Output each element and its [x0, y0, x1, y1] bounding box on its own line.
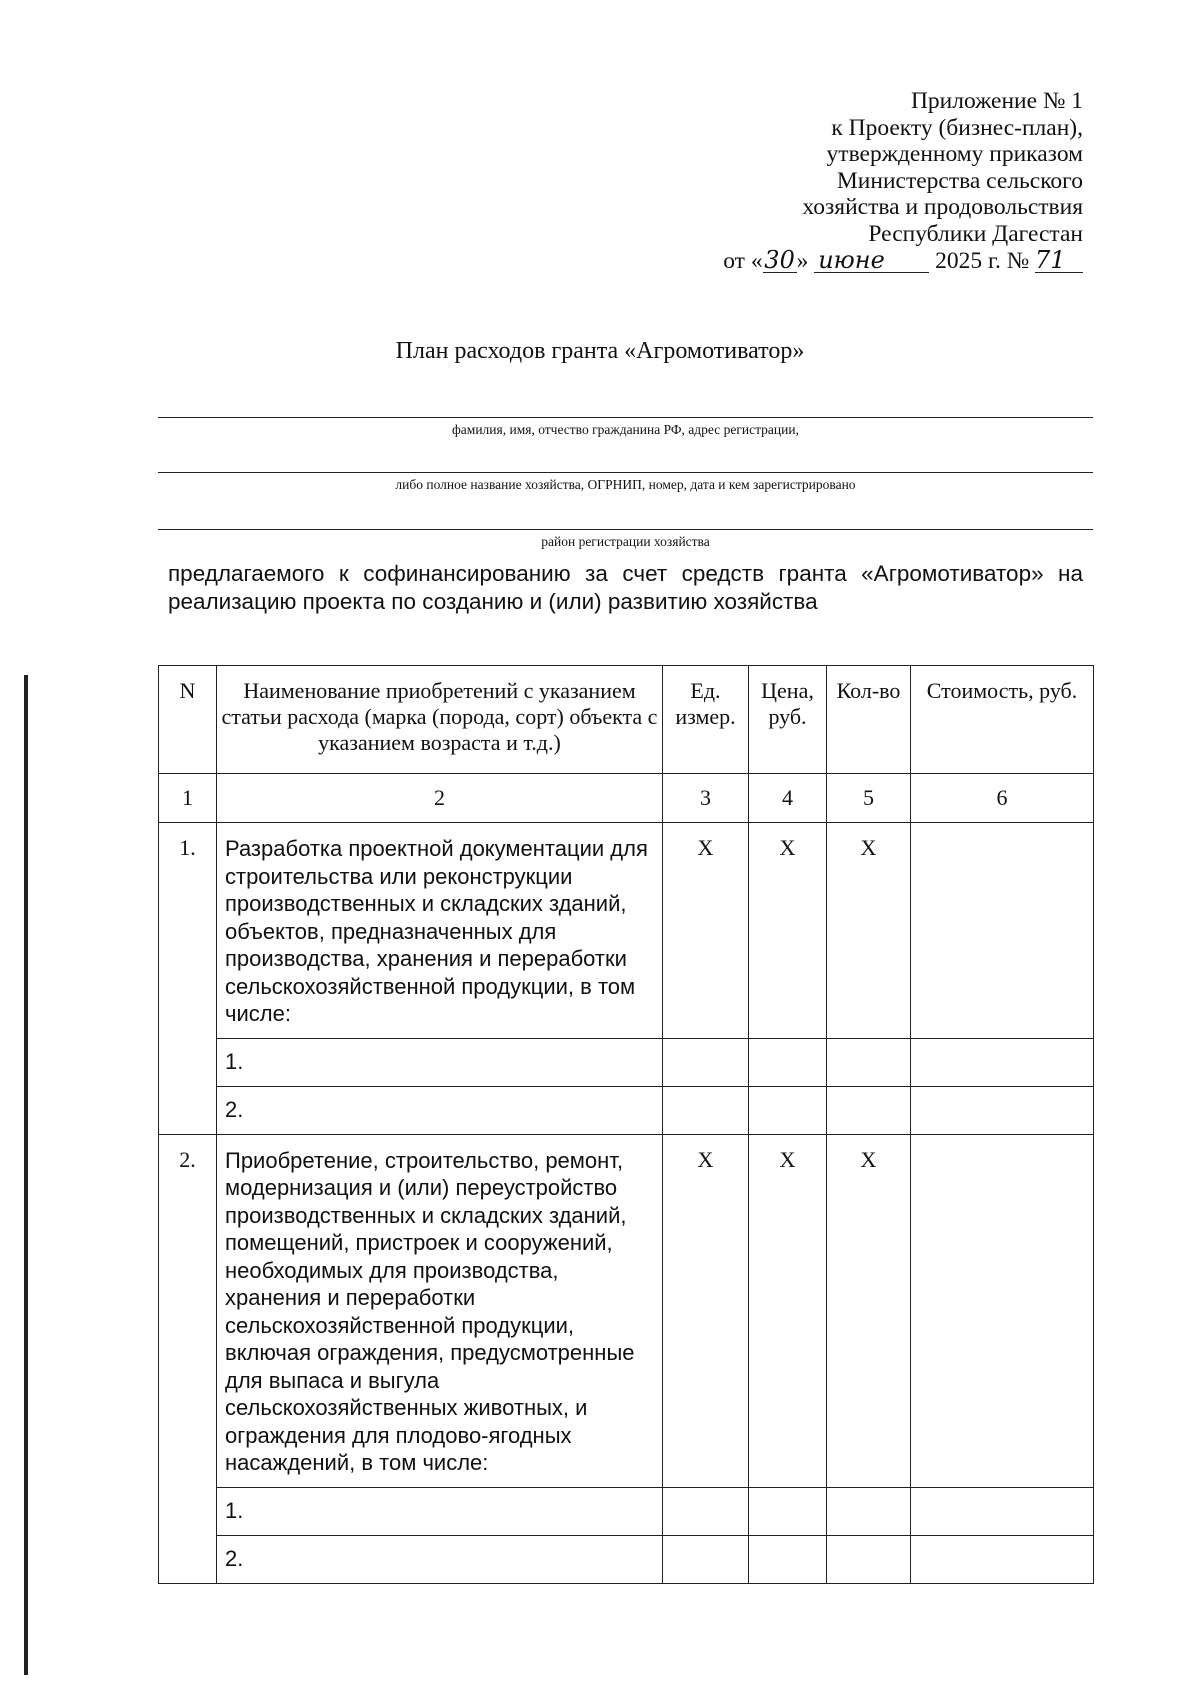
empty-cell: [911, 1487, 1094, 1535]
index-cell: 1: [159, 774, 217, 823]
expense-plan-table: [158, 665, 1094, 1584]
subitem-cell: 1.: [217, 1038, 663, 1086]
year-text: 2025 г. №: [935, 248, 1030, 274]
empty-cell: [911, 1038, 1094, 1086]
subitem-cell: 1.: [217, 1487, 663, 1535]
cost-cell: [911, 1134, 1094, 1487]
appendix-line: Министерства сельского: [836, 167, 1083, 194]
appendix-line: Республики Дагестан: [868, 220, 1083, 247]
handwritten-order-number: 71: [1035, 248, 1083, 273]
header-cell: Наименование приобретений с указанием статьи расхода (марка (порода, сорт) объекта с указанием возраста и т.д.): [217, 666, 663, 774]
header-cell: N: [159, 666, 217, 774]
empty-cell: [749, 1038, 827, 1086]
empty-cell: [827, 1086, 911, 1134]
fill-line-farm: [158, 472, 1093, 473]
header-cell: Стоимость, руб.: [911, 666, 1094, 774]
empty-cell: [827, 1038, 911, 1086]
empty-cell: [749, 1086, 827, 1134]
cost-cell: [911, 823, 1094, 1039]
header-cell: Цена, руб.: [749, 666, 827, 774]
intro-paragraph: предлагаемого к софинансированию за счет средств гранта «Агромотиватор» на реализацию проекта по созданию и (или) развитию хозяйства: [168, 561, 1083, 614]
section-number: 1.: [159, 823, 217, 1039]
appendix-line: утвержденному приказом: [826, 141, 1083, 167]
qty-cell: X: [827, 1134, 911, 1487]
qty-cell: X: [827, 823, 911, 1039]
empty-cell: [663, 1487, 749, 1535]
table-row: [159, 1038, 1094, 1086]
fill-line-district: [158, 529, 1093, 530]
section-description: Разработка проектной документации для строительства или реконструкции производственных и складских зданий, объектов, предназначенных для производства, хранения и переработки сельскохозяйственной продукции, в том числе:: [217, 823, 663, 1039]
empty-cell: [911, 1535, 1094, 1583]
header-cell: Ед. измер.: [663, 666, 749, 774]
appendix-line: к Проекту (бизнес-план),: [831, 114, 1083, 141]
page-title: План расходов гранта «Агромотиватор»: [395, 338, 805, 364]
index-cell: 2: [217, 774, 663, 823]
appendix-block: [802, 88, 1083, 247]
fill-caption-district: район регистрации хозяйства: [541, 534, 710, 549]
scan-edge-mark: [24, 675, 28, 1675]
unit-cell: X: [663, 823, 749, 1039]
handwritten-day: 30: [764, 246, 795, 274]
empty-cell: [911, 1086, 1094, 1134]
empty-cell: [749, 1487, 827, 1535]
column-index-row: [159, 774, 1094, 823]
appendix-line: хозяйства и продовольствия: [802, 194, 1083, 220]
section-number: 2.: [159, 1134, 217, 1487]
table-row: [159, 1535, 1094, 1583]
appendix-line: Приложение № 1: [910, 88, 1083, 114]
fill-line-applicant: [158, 417, 1093, 418]
number-cell-continued: [159, 1038, 217, 1086]
order-date-line: [723, 248, 1083, 275]
unit-cell: X: [663, 1134, 749, 1487]
empty-cell: [827, 1487, 911, 1535]
index-cell: 5: [827, 774, 911, 823]
date-prefix: от «: [723, 248, 763, 274]
number-cell-continued: [159, 1487, 217, 1535]
empty-cell: [749, 1535, 827, 1583]
price-cell: X: [749, 1134, 827, 1487]
price-cell: X: [749, 823, 827, 1039]
header-cell: Кол-во: [827, 666, 911, 774]
date-mid: »: [796, 248, 809, 274]
table-header-row: [159, 666, 1094, 774]
handwritten-month: июне: [814, 248, 929, 273]
index-cell: 4: [749, 774, 827, 823]
index-cell: 3: [663, 774, 749, 823]
empty-cell: [663, 1038, 749, 1086]
fill-caption-farm: либо полное название хозяйства, ОГРНИП, номер, дата и кем зарегистрировано: [395, 477, 856, 492]
table-row: [159, 1134, 1094, 1487]
index-cell: 6: [911, 774, 1094, 823]
fill-caption-applicant: фамилия, имя, отчество гражданина РФ, адрес регистрации,: [452, 422, 799, 437]
empty-cell: [663, 1535, 749, 1583]
subitem-cell: 2.: [217, 1086, 663, 1134]
subitem-cell: 2.: [217, 1535, 663, 1583]
table-row: [159, 1487, 1094, 1535]
empty-cell: [663, 1086, 749, 1134]
empty-cell: [827, 1535, 911, 1583]
table-row: [159, 823, 1094, 1039]
number-cell-continued: [159, 1535, 217, 1583]
section-description: Приобретение, строительство, ремонт, модернизация и (или) переустройство производственных и складских зданий, помещений, пристроек и сооружений, необходимых для производства, хранения и переработки сельскохозяйственной продукции, включая ограждения, предусмотренные для выпаса и выгула сельскохозяйственных животных, и ограждения для плодово-ягодных насаждений, в том числе:: [217, 1134, 663, 1487]
number-cell-continued: [159, 1086, 217, 1134]
table-row: [159, 1086, 1094, 1134]
